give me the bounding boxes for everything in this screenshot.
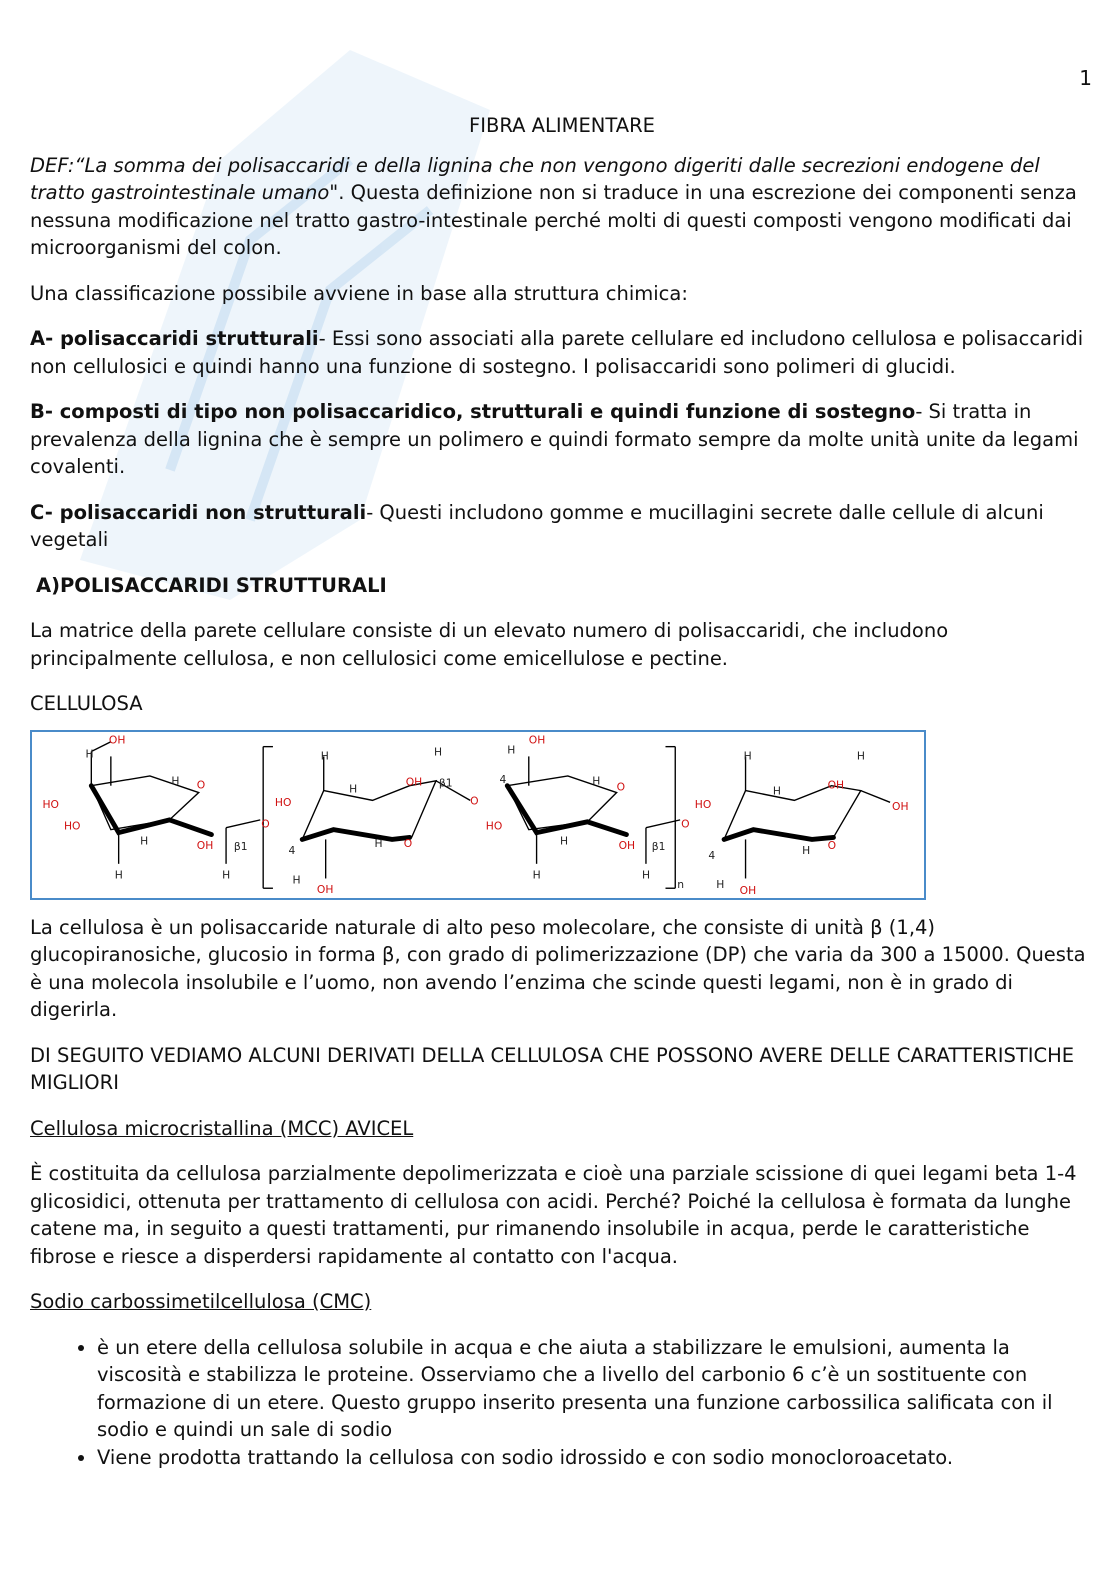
label-beta1: β1 <box>651 839 666 853</box>
list-item: • Viene prodotta trattando la cellulosa con sodio idrossido e con sodio monocloroacetato. <box>97 1444 1094 1472</box>
page-number: 1 <box>1079 66 1092 90</box>
label-h: H <box>85 746 94 760</box>
label-4: 4 <box>288 843 296 857</box>
label-ho: HO <box>694 797 712 811</box>
label-oh: OH <box>739 883 757 897</box>
label-h: H <box>856 748 865 762</box>
class-b-term: B- composti di tipo non polisaccaridico, strutturali e quindi funzione di sostegno <box>30 400 916 423</box>
label-ho: HO <box>42 797 60 811</box>
matrix-paragraph: La matrice della parete cellulare consiste di un elevato numero di polisaccaridi, che includono principalmente cellulosa, e non cellulosici come emicellulose e pectine. <box>30 619 949 670</box>
class-c-term: C- polisaccaridi non strutturali <box>30 500 367 524</box>
class-c-paragraph <box>30 499 1094 554</box>
label-h: H <box>292 872 301 886</box>
label-4: 4 <box>499 772 507 786</box>
label-n: n <box>677 877 685 891</box>
label-oh: OH <box>892 799 909 813</box>
label-o: O <box>196 778 206 792</box>
mcc-paragraph: È costituita da cellulosa parzialmente depolimerizzata e cioè una parziale scissione di quei legami beta 1-4 glicosidici, ottenuta per trattamento di cellulosa con acidi. Perché? Poiché la cellulosa è formata da lunghe catene ma, in seguito a questi trattamenti, pur rimanendo insolubile in acqua, perde le caratteristiche fibrose e riesce a disperdersi rapidamente al contatto con l'acqua. <box>30 1162 1077 1268</box>
class-b-paragraph <box>30 398 1094 481</box>
label-4: 4 <box>708 848 716 862</box>
label-oh: OH <box>827 778 845 792</box>
label-oh: OH <box>405 775 423 789</box>
label-oh: OH <box>316 882 334 896</box>
cmc-bullet-list <box>30 1334 1094 1472</box>
label-o: O <box>827 838 837 852</box>
label-oh: OH <box>528 733 546 747</box>
label-h: H <box>592 774 601 788</box>
label-beta1: β1 <box>438 776 453 790</box>
cmc-heading: Sodio carbossimetilcellulosa (CMC) <box>30 1290 372 1313</box>
label-h: H <box>140 833 149 847</box>
label-ho: HO <box>274 795 292 809</box>
class-a-term: A- polisaccaridi strutturali <box>30 327 319 350</box>
label-h: H <box>349 782 358 796</box>
label-h: H <box>222 867 231 881</box>
class-c-text: - Questi includono gomme e mucillagini secrete dalle cellule di alcuni vegetali <box>30 500 1044 551</box>
label-h: H <box>507 742 516 756</box>
label-h: H <box>802 843 811 857</box>
cellulose-structure-diagram <box>32 732 924 898</box>
derivatives-heading: DI SEGUITO VEDIAMO ALCUNI DERIVATI DELLA CELLULOSA CHE POSSONO AVERE DELLE CARATTERISTICHE MIGLIORI <box>30 1043 1075 1094</box>
label-ho: HO <box>485 819 503 833</box>
definition-rest: ". Questa definizione non si traduce in una escrezione dei componenti senza nessuna modificazione nel tratto gastro-intestinale perché molti di questi composti vengono modificati dai microorganismi del colon. <box>30 181 1077 259</box>
label-o: O <box>261 817 270 831</box>
label-h: H <box>374 836 383 850</box>
definition-paragraph <box>30 152 1094 262</box>
label-h: H <box>320 748 329 762</box>
label-h: H <box>171 774 180 788</box>
label-o: O <box>470 793 479 807</box>
label-oh: OH <box>196 838 214 852</box>
label-oh: OH <box>108 733 126 747</box>
label-h: H <box>434 744 443 758</box>
label-o: O <box>616 780 626 794</box>
label-h: H <box>642 867 651 881</box>
definition-lead: DEF:“La somma dei polisaccaridi e della lignina che non vengono digeriti dalle secrezioni endogene del tratto gastrointestinale umano <box>30 153 1040 204</box>
label-oh: OH <box>618 838 636 852</box>
label-o: O <box>403 836 413 850</box>
class-b-text: - Si tratta in prevalenza della lignina che è sempre un polimero e quindi formato sempre da molte unità unite da legami covalenti. <box>30 400 1079 478</box>
label-o: O <box>681 817 690 831</box>
cellulose-heading: CELLULOSA <box>30 692 143 715</box>
list-item: • è un etere della cellulosa solubile in acqua e che aiuta a stabilizzare le emulsioni, aumenta la viscosità e stabilizza le proteine. Osserviamo che a livello del carbonio 6 c’è un sostituente con formazione di un etere. Questo gruppo inserito presenta una funzione carbossilica salificata con il sodio e quindi un sale di sodio <box>97 1334 1094 1444</box>
label-h: H <box>532 867 541 881</box>
mcc-heading: Cellulosa microcristallina (MCC) AVICEL <box>30 1116 414 1140</box>
label-h: H <box>114 867 123 881</box>
classification-intro: Una classificazione possibile avviene in base alla struttura chimica: <box>30 281 688 305</box>
label-h: H <box>772 783 781 797</box>
page-title: FIBRA ALIMENTARE <box>469 114 655 137</box>
label-h: H <box>716 877 725 891</box>
class-a-text: - Essi sono associati alla parete cellulare ed includono cellulosa e polisaccaridi non cellulosici e quindi hanno una funzione di sostegno. I polisaccaridi sono polimeri di glucidi. <box>30 327 1084 378</box>
label-ho: HO <box>63 819 81 833</box>
class-a-paragraph <box>30 325 1094 380</box>
section-a-heading: A)POLISACCARIDI STRUTTURALI <box>36 573 387 597</box>
label-h: H <box>743 748 752 762</box>
label-beta1: β1 <box>233 839 248 853</box>
cellulose-structure-figure <box>30 730 926 900</box>
label-h: H <box>560 833 569 847</box>
document-body <box>30 112 1094 1471</box>
cellulose-paragraph: La cellulosa è un polisaccaride naturale di alto peso molecolare, che consiste di unità β (1,4) glucopiranosiche, glucosio in forma β, con grado di polimerizzazione (DP) che varia da 300 a 15000. Questa è una molecola insolubile e l’uomo, non avendo l’enzima che scinde questi legami, non è in grado di digerirla. <box>30 915 1086 1021</box>
